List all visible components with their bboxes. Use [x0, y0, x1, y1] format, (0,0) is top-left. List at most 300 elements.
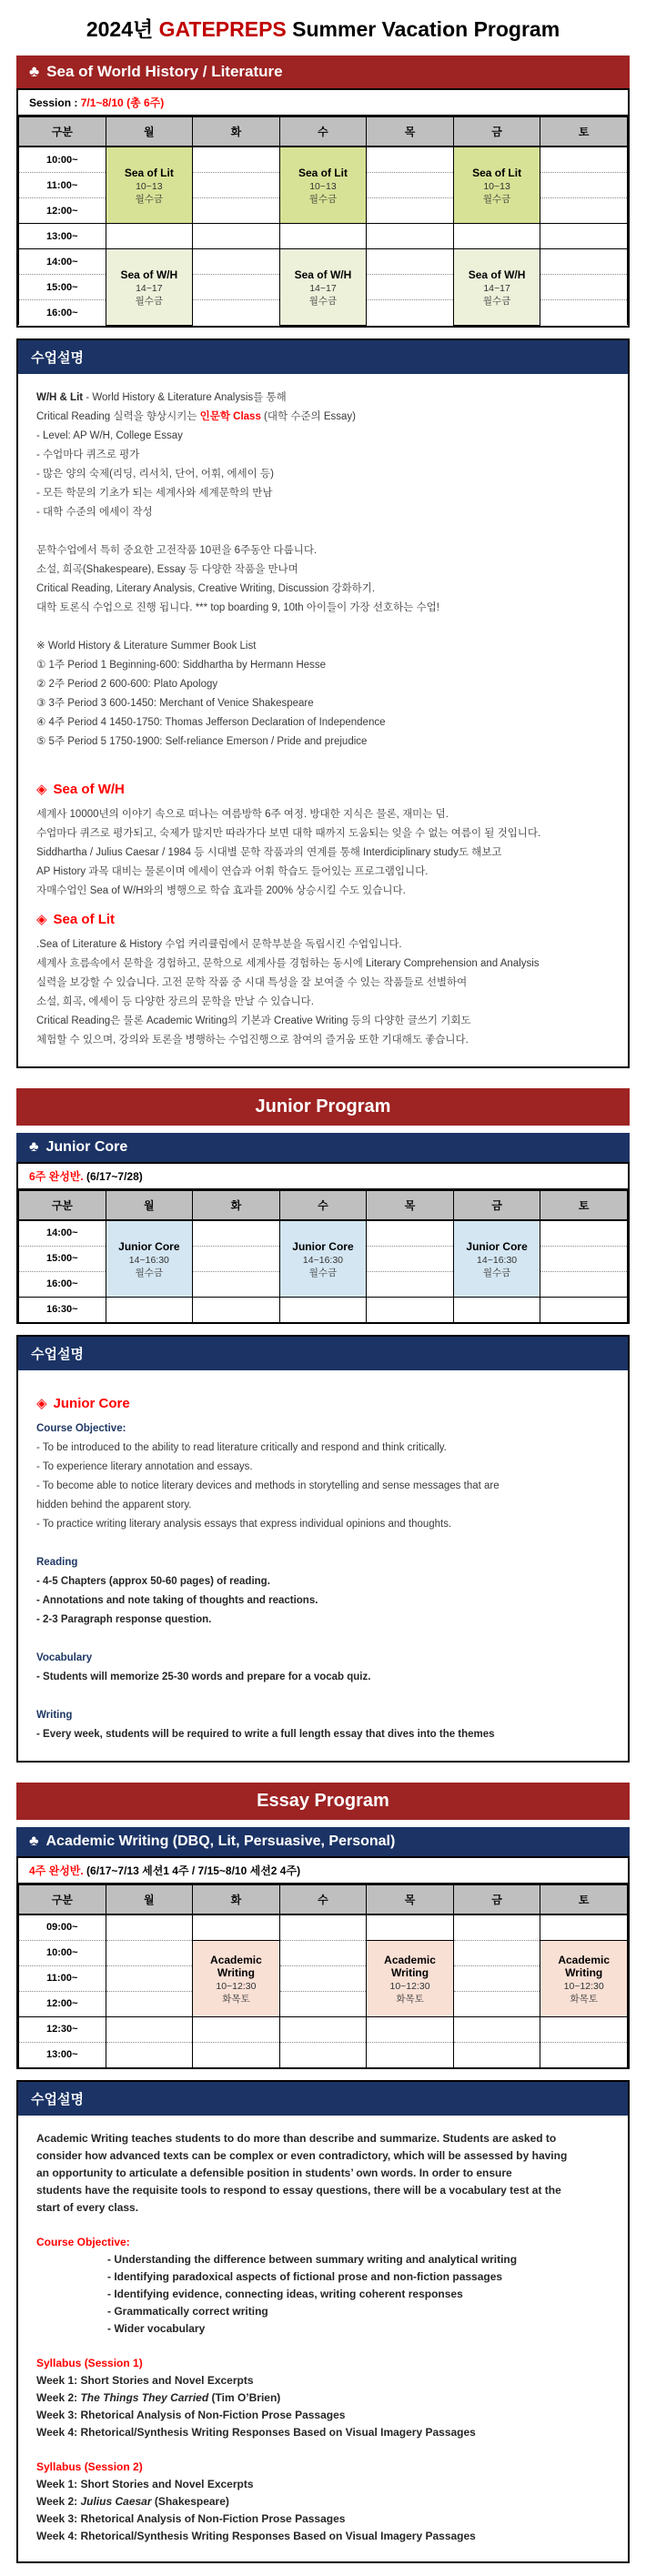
blank-line	[36, 2338, 610, 2355]
text-segment: (Shakespeare)	[151, 2494, 229, 2508]
class-name: Junior Core	[292, 1239, 354, 1253]
empty-cell	[453, 1914, 540, 1941]
text-line	[36, 1611, 610, 1630]
empty-cell	[367, 1271, 454, 1297]
text-segment: Week 4: Rhetorical/Synthesis Writing Responses Based on Visual Imagery Passages	[36, 2425, 476, 2439]
empty-cell	[193, 2016, 280, 2042]
text-segment: Critical Reading은 물론 Academic Writing의 기본과 Creative Writing 등의 다양한 글쓰기 기회도	[36, 1015, 471, 1026]
time-label: 12:00~	[19, 1991, 106, 2016]
text-segment: Vocabulary	[36, 1652, 93, 1663]
timetable	[18, 1190, 628, 1322]
day-header: 목	[367, 1190, 454, 1220]
text-segment: - Understanding the difference between summary writing and analytical writing	[107, 2252, 518, 2266]
empty-cell	[106, 1965, 193, 1991]
program-banner-essay: Essay Program	[16, 1783, 630, 1820]
day-header: 토	[540, 1884, 628, 1914]
course-heading-label: Junior Core	[53, 1395, 130, 1411]
day-header: 수	[279, 117, 367, 147]
class-detail: 10~12:30	[563, 1980, 604, 1992]
class-block	[106, 1220, 193, 1298]
class-name: Sea of W/H	[120, 268, 178, 281]
empty-cell	[540, 300, 628, 326]
text-segment: ① 1주 Period 1 Beginning-600: Siddhartha by Hermann Hesse	[36, 659, 327, 671]
empty-cell	[193, 173, 280, 198]
text-segment: ④ 4주 Period 4 1450-1750: Thomas Jefferson Declaration of Independence	[36, 716, 386, 728]
time-label: 12:30~	[19, 2016, 106, 2042]
empty-cell	[540, 1297, 628, 1322]
time-label: 14:00~	[19, 249, 106, 275]
session-red: 6주 완성반.	[29, 1169, 84, 1183]
text-segment: ② 2주 Period 2 600-600: Plato Apology	[36, 678, 218, 690]
desc-box-essay	[16, 2080, 630, 2563]
text-segment: W/H & Lit	[36, 391, 84, 403]
club-icon: ♣	[29, 1833, 39, 1849]
day-header: 구분	[19, 117, 106, 147]
time-label: 16:00~	[19, 300, 106, 326]
text-segment: - Wider vocabulary	[107, 2321, 206, 2335]
text-segment: Critical Reading 실력을 향상시키는	[36, 410, 200, 422]
empty-cell	[540, 1220, 628, 1247]
text-line	[36, 484, 610, 503]
program-banner-junior: Junior Program	[16, 1088, 630, 1126]
text-segment: Syllabus (Session 1)	[36, 2356, 143, 2369]
blank-line	[36, 2441, 610, 2459]
text-segment: 자매수업인 Sea of W/H와의 병행으로 학습 효과를 200% 상승시킬 수도 있습니다.	[36, 884, 406, 896]
class-detail: 월수금	[135, 1267, 164, 1278]
text-segment: - To be introduced to the ability to read literature critically and respond and think critically.	[36, 1441, 447, 1453]
time-label: 13:00~	[19, 224, 106, 249]
empty-cell	[193, 198, 280, 224]
empty-cell	[193, 249, 280, 275]
day-header: 월	[106, 117, 193, 147]
text-line	[36, 675, 610, 694]
class-detail: 14~17	[483, 282, 510, 294]
empty-cell	[106, 1991, 193, 2016]
section-banner-essay	[16, 1827, 630, 1856]
empty-cell	[279, 1914, 367, 1941]
text-line	[36, 993, 610, 1012]
text-line	[36, 2147, 610, 2165]
blank-line	[36, 1534, 610, 1553]
text-line	[36, 1012, 610, 1031]
text-line	[36, 541, 610, 561]
desc-body-essay	[18, 2116, 628, 2561]
day-header: 수	[279, 1884, 367, 1914]
day-header: 목	[367, 1884, 454, 1914]
text-line	[36, 1553, 610, 1572]
text-line	[36, 2286, 610, 2303]
text-segment: - World History & Literature Analysis를 통해	[83, 391, 287, 403]
text-line	[36, 2182, 610, 2199]
text-line	[36, 561, 610, 580]
timetable-junior	[18, 1190, 628, 1322]
schedule-frame-essay	[16, 1856, 630, 2069]
text-line	[36, 805, 610, 824]
timetable	[18, 116, 628, 326]
time-label: 16:30~	[19, 1297, 106, 1322]
empty-cell	[540, 2016, 628, 2042]
day-header: 구분	[19, 1884, 106, 1914]
class-name: Sea of Lit	[472, 167, 522, 179]
text-line	[36, 1031, 610, 1050]
text-line	[36, 1458, 610, 1477]
text-line	[36, 713, 610, 732]
class-name: Academic Writing	[558, 1953, 611, 1979]
class-detail: 10~13	[483, 181, 510, 192]
text-line	[36, 1439, 610, 1458]
page-title	[16, 13, 630, 43]
empty-cell	[540, 1914, 628, 1941]
text-segment: ⑤ 5주 Period 5 1750-1900: Self-reliance Emerson / Pride and prejudice	[36, 735, 368, 747]
empty-cell	[367, 300, 454, 326]
text-segment: - To become able to notice literary devices and methods in storytelling and sense messages that are	[36, 1480, 500, 1491]
empty-cell	[540, 1271, 628, 1297]
text-segment: Week 1: Short Stories and Novel Excerpts	[36, 2477, 254, 2490]
empty-cell	[193, 146, 280, 173]
empty-cell	[193, 1271, 280, 1297]
text-line	[36, 2372, 610, 2389]
empty-cell	[453, 2042, 540, 2067]
section-banner-junior	[16, 1133, 630, 1162]
text-segment: 인문학 Class	[199, 410, 261, 422]
section-banner-label: Academic Writing (DBQ, Lit, Persuasive, Personal)	[45, 1833, 396, 1849]
text-segment: Week 4: Rhetorical/Synthesis Writing Responses Based on Visual Imagery Passages	[36, 2529, 476, 2542]
text-line	[36, 935, 610, 955]
class-detail: 화목토	[222, 1993, 250, 2005]
text-segment: (Tim O’Brien)	[208, 2390, 281, 2404]
desc-box-junior	[16, 1335, 630, 1763]
empty-cell	[279, 1940, 367, 1965]
text-segment: Week 2:	[36, 2494, 81, 2508]
text-line	[36, 1706, 610, 1725]
empty-cell	[106, 1914, 193, 1941]
text-line	[36, 2528, 610, 2545]
text-segment: Writing	[36, 1709, 73, 1721]
empty-cell	[367, 198, 454, 224]
class-name: Junior Core	[118, 1239, 180, 1253]
diamond-icon: ◈	[36, 1395, 47, 1411]
class-block	[106, 249, 193, 326]
title-brand: GATEPREPS	[158, 17, 287, 41]
empty-cell	[367, 1220, 454, 1247]
empty-cell	[193, 2042, 280, 2067]
text-segment: (대학 수준의 Essay)	[260, 410, 356, 422]
text-segment: an opportunity to articulate a defensible position in students’ own words. In order to ensure	[36, 2166, 512, 2179]
class-detail: 10~12:30	[389, 1980, 430, 1992]
session-line	[18, 1164, 628, 1190]
time-label: 15:00~	[19, 275, 106, 300]
empty-cell	[540, 173, 628, 198]
blank-line	[36, 2217, 610, 2234]
text-line	[36, 2268, 610, 2286]
text-segment: 소설, 희곡(Shakespeare), Essay 등 다양한 작품을 만나며	[36, 563, 298, 575]
text-segment: The Things They Carried	[80, 2390, 209, 2404]
class-name: Sea of Lit	[124, 167, 174, 179]
section-banner-label: Junior Core	[45, 1138, 128, 1155]
club-icon: ♣	[29, 63, 40, 80]
text-line	[36, 1572, 610, 1591]
empty-cell	[193, 1297, 280, 1322]
day-header: 토	[540, 1190, 628, 1220]
desc-header: 수업설명	[18, 340, 628, 374]
empty-cell	[540, 1246, 628, 1271]
class-detail: 14~16:30	[128, 1254, 169, 1266]
empty-cell	[453, 1965, 540, 1991]
day-header: 구분	[19, 1190, 106, 1220]
desc-body-sea	[18, 374, 628, 1066]
text-line	[36, 1725, 610, 1744]
text-line	[36, 580, 610, 599]
session-red: 7/1~8/10 (총 6주)	[80, 96, 165, 109]
text-line	[36, 2476, 610, 2493]
time-label: 12:00~	[19, 198, 106, 224]
text-line	[36, 389, 610, 408]
time-label: 10:00~	[19, 146, 106, 173]
empty-cell	[367, 2016, 454, 2042]
session-line	[18, 1858, 628, 1884]
time-label: 11:00~	[19, 1965, 106, 1991]
time-label: 16:00~	[19, 1271, 106, 1297]
empty-cell	[279, 1965, 367, 1991]
class-name: Junior Core	[466, 1239, 528, 1253]
class-detail: 월수금	[308, 1267, 338, 1278]
desc-header: 수업설명	[18, 2082, 628, 2116]
text-segment: hidden behind the apparent story.	[36, 1499, 192, 1510]
day-header: 월	[106, 1884, 193, 1914]
class-name: Academic Writing	[210, 1953, 262, 1979]
empty-cell	[106, 224, 193, 249]
empty-cell	[540, 198, 628, 224]
text-segment: - Identifying evidence, connecting ideas, writing coherent responses	[107, 2287, 463, 2300]
text-line	[36, 694, 610, 713]
empty-cell	[367, 249, 454, 275]
text-segment: - Students will memorize 25-30 words and prepare for a vocab quiz.	[36, 1671, 371, 1682]
empty-cell	[193, 224, 280, 249]
text-line	[36, 1477, 610, 1496]
text-segment: 세계사 10000년의 이야기 속으로 떠나는 여름방학 6주 여정. 방대한 지식은 물론, 재미는 덤.	[36, 808, 449, 820]
empty-cell	[106, 2042, 193, 2067]
class-block	[279, 1220, 367, 1298]
text-line	[36, 844, 610, 863]
text-segment: Julius Caesar	[80, 2494, 152, 2508]
text-segment: Reading	[36, 1556, 78, 1568]
class-block	[453, 146, 540, 224]
text-line	[36, 2355, 610, 2372]
class-detail: 월수금	[135, 194, 164, 205]
day-header: 월	[106, 1190, 193, 1220]
time-label: 11:00~	[19, 173, 106, 198]
text-line	[36, 863, 610, 882]
text-line	[36, 1496, 610, 1515]
text-line	[36, 2130, 610, 2147]
time-label: 15:00~	[19, 1246, 106, 1271]
class-block	[193, 1940, 280, 2016]
class-detail: 14~17	[309, 282, 337, 294]
text-segment: 소설, 희곡, 에세이 등 다양한 장르의 문학을 만날 수 있습니다.	[36, 995, 314, 1007]
text-segment: 대학 토론식 수업으로 진행 됩니다. *** top boarding 9, 10th 아이들이 가장 선호하는 수업!	[36, 601, 439, 613]
text-segment: Syllabus (Session 2)	[36, 2460, 143, 2473]
text-line	[36, 882, 610, 901]
empty-cell	[540, 146, 628, 173]
text-line	[36, 503, 610, 522]
day-header: 화	[193, 1190, 280, 1220]
class-block	[106, 146, 193, 224]
text-segment: Week 2:	[36, 2390, 81, 2404]
diamond-icon: ◈	[36, 911, 47, 927]
text-line	[36, 2510, 610, 2528]
text-segment: - To experience literary annotation and essays.	[36, 1460, 253, 1472]
text-line	[36, 2251, 610, 2268]
text-segment: .Sea of Literature & History 수업 커리큘럼에서 문학부분을 독립시킨 수업입니다.	[36, 938, 402, 950]
class-detail: 월수금	[308, 295, 338, 307]
class-name: Sea of W/H	[294, 268, 352, 281]
empty-cell	[540, 2042, 628, 2067]
class-name: Academic Writing	[384, 1953, 436, 1979]
class-block	[279, 249, 367, 326]
empty-cell	[453, 1297, 540, 1322]
text-segment: Course Objective:	[36, 2235, 130, 2248]
diamond-icon: ◈	[36, 781, 47, 797]
text-segment: Week 3: Rhetorical Analysis of Non-Fiction Prose Passages	[36, 2511, 346, 2525]
empty-cell	[453, 1940, 540, 1965]
title-year: 2024년	[86, 17, 159, 41]
day-header: 토	[540, 117, 628, 147]
club-icon: ♣	[29, 1138, 39, 1155]
course-heading-label: Sea of W/H	[53, 781, 125, 797]
course-heading	[36, 778, 610, 802]
empty-cell	[453, 2016, 540, 2042]
course-heading	[36, 1392, 610, 1416]
text-line	[36, 1591, 610, 1611]
timetable-essay	[18, 1884, 628, 2067]
text-line	[36, 2493, 610, 2510]
text-line	[36, 1419, 610, 1439]
empty-cell	[106, 1940, 193, 1965]
text-line	[36, 1668, 610, 1687]
text-segment: 실력을 보강할 수 있습니다. 고전 문학 작품 중 시대 특성을 잘 보여줄 수 있는 작품들로 선별하여	[36, 976, 468, 988]
text-segment: ※ World History & Literature Summer Book List	[36, 640, 257, 652]
text-segment: - To practice writing literary analysis essays that express individual opinions and thoughts.	[36, 1518, 452, 1530]
text-line	[36, 599, 610, 618]
empty-cell	[279, 1297, 367, 1322]
text-segment: Siddhartha / Julius Caesar / 1984 등 시대별 문학 작품과의 연계를 통해 Interdiciplinary study도 해보고	[36, 846, 502, 858]
text-segment: Course Objective:	[36, 1422, 126, 1434]
empty-cell	[279, 224, 367, 249]
class-detail: 10~13	[309, 181, 337, 192]
text-line	[36, 824, 610, 844]
blank-line	[36, 522, 610, 541]
time-label: 13:00~	[19, 2042, 106, 2067]
text-segment: - 많은 양의 숙제(리딩, 리서치, 단어, 어휘, 에세이 등)	[36, 468, 274, 480]
empty-cell	[193, 1220, 280, 1247]
class-detail: 14~16:30	[302, 1254, 344, 1266]
text-segment: AP History 과목 대비는 물론이며 에세이 연습과 어휘 학습도 들어있는 프로그램입니다.	[36, 865, 429, 877]
class-detail: 월수금	[135, 295, 164, 307]
class-detail: 월수금	[482, 1267, 511, 1278]
text-segment: 세계사 흐름속에서 문학을 경험하고, 문학으로 세계사를 경험하는 동시에 Literary Comprehension and Analysis	[36, 957, 540, 969]
class-block	[540, 1940, 628, 2016]
day-header: 금	[453, 1884, 540, 1914]
text-segment: - Grammatically correct writing	[107, 2304, 268, 2318]
class-detail: 14~16:30	[477, 1254, 518, 1266]
blank-line	[36, 1687, 610, 1706]
empty-cell	[367, 1246, 454, 1271]
empty-cell	[367, 146, 454, 173]
schedule-frame-junior	[16, 1162, 630, 1324]
session-post: (6/17~7/28)	[83, 1169, 143, 1183]
text-segment: ③ 3주 Period 3 600-1450: Merchant of Venice Shakespeare	[36, 697, 314, 709]
text-line	[36, 2234, 610, 2251]
desc-body-junior	[18, 1370, 628, 1761]
text-segment: 문학수업에서 특히 중요한 고전작품 10편을 6주동안 다룹니다.	[36, 544, 318, 556]
section-banner-sea	[16, 56, 630, 88]
text-segment: consider how advanced texts can be complex or even contradictory, which will be assessed by having	[36, 2148, 568, 2162]
session-red: 4주 완성반.	[29, 1864, 84, 1877]
class-detail: 월수금	[482, 295, 511, 307]
empty-cell	[367, 1297, 454, 1322]
text-line	[36, 2199, 610, 2217]
empty-cell	[193, 1246, 280, 1271]
class-detail: 10~12:30	[216, 1980, 257, 1992]
timetable-sea	[18, 116, 628, 326]
day-header: 화	[193, 117, 280, 147]
empty-cell	[540, 249, 628, 275]
time-label: 09:00~	[19, 1914, 106, 1941]
desc-box-sea	[16, 338, 630, 1068]
day-header: 목	[367, 117, 454, 147]
text-line	[36, 637, 610, 656]
empty-cell	[193, 275, 280, 300]
text-line	[36, 2303, 610, 2320]
text-line	[36, 465, 610, 484]
empty-cell	[367, 173, 454, 198]
section-banner-label: Sea of World History / Literature	[46, 63, 283, 80]
class-name: Sea of W/H	[468, 268, 526, 281]
timetable	[18, 1884, 628, 2067]
time-label: 14:00~	[19, 1220, 106, 1247]
day-header: 화	[193, 1884, 280, 1914]
desc-header: 수업설명	[18, 1337, 628, 1370]
empty-cell	[367, 1914, 454, 1941]
class-detail: 화목토	[396, 1993, 424, 2005]
empty-cell	[367, 275, 454, 300]
text-line	[36, 2389, 610, 2407]
class-block	[453, 249, 540, 326]
course-heading-label: Sea of Lit	[53, 911, 116, 927]
empty-cell	[367, 224, 454, 249]
text-segment: 수업마다 퀴즈로 평가되고, 숙제가 많지만 따라가다 보면 대학 때까지 도움되는 잊을 수 없는 여름이 될 것입니다.	[36, 827, 541, 839]
class-block	[453, 1220, 540, 1298]
empty-cell	[540, 275, 628, 300]
text-segment: - Annotations and note taking of thoughts and reactions.	[36, 1594, 318, 1606]
empty-cell	[106, 2016, 193, 2042]
text-segment: - 모든 학문의 기초가 되는 세계사와 세계문학의 만남	[36, 487, 273, 499]
text-line	[36, 1515, 610, 1534]
session-post: (6/17~7/13 세션1 4주 / 7/15~8/10 세션2 4주)	[83, 1864, 301, 1877]
time-label: 10:00~	[19, 1940, 106, 1965]
text-line	[36, 2165, 610, 2182]
empty-cell	[540, 224, 628, 249]
text-line	[36, 2459, 610, 2476]
text-segment: - Level: AP W/H, College Essay	[36, 429, 183, 441]
day-header: 금	[453, 117, 540, 147]
empty-cell	[453, 224, 540, 249]
text-line	[36, 446, 610, 465]
text-segment: Week 3: Rhetorical Analysis of Non-Fiction Prose Passages	[36, 2408, 346, 2421]
text-segment: students have the requisite tools to respond to essay questions, there will be a vocabulary test at the	[36, 2183, 561, 2197]
session-pre: Session :	[29, 96, 81, 109]
class-detail: 10~13	[136, 181, 163, 192]
